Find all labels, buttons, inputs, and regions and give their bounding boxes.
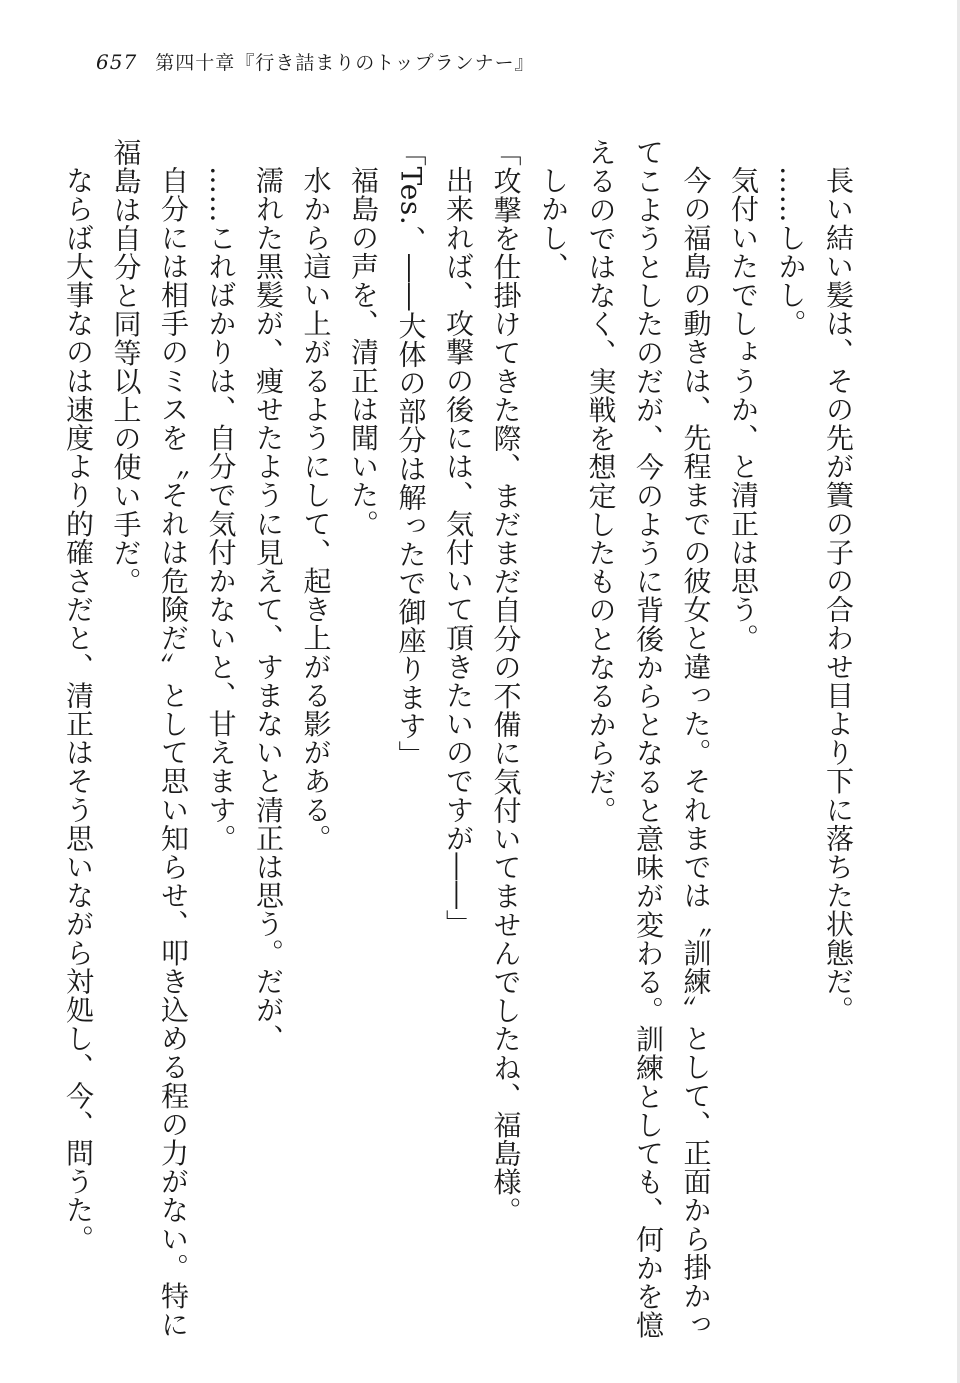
text-line: 福島の声を、清正は聞いた。 [347,166,380,538]
text-line: 福島は自分と同等以上の使い手だ。 [109,138,143,596]
text-line: 自分には相手のミスを〝それは危険だ〟として思い知らせ、叩き込める程の力がない。特に [157,166,190,1339]
text-line: ……しかし。 [774,166,808,338]
page-number: 657 [96,50,138,74]
text-line: 「攻撃を仕掛けてきた際、まだまだ自分の不備に気付いてませんでしたね、福島様。 [489,138,523,1225]
text-line: 出来れば、攻撃の後には、気付いて頂きたいのですが――」 [442,166,475,939]
chapter-title: 第四十章『行き詰まりのトップランナー』 [155,52,535,74]
running-header [96,48,535,78]
text-line: えるのではなく、実戦を想定したものとなるからだ。 [584,138,618,825]
text-line: 気付いたでしょうか、と清正は思う。 [727,166,760,653]
text-line: 濡れた黒髪が、痩せたように見えて、すまないと清正は思う。だが、 [252,166,285,1053]
text-line: てこようとしたのだが、今のように背後からとなると意味が変わる。訓練としても、何かを憶 [632,138,665,1340]
text-line: 今の福島の動きは、先程までの彼女と違った。それまでは〝訓練〟として、正面から掛かっ [679,166,713,1339]
text-line: 水から這い上がるようにして、起き上がる影がある。 [299,166,333,853]
text-line: 「Tes.、――大体の部分は解ったで御座ります」 [394,138,428,769]
vertical-body-text [62,138,862,1340]
text-line: ……こればかりは、自分で気付かないと、甘えます。 [204,166,238,853]
text-line: ならば大事なのは速度より的確さだと、清正はそう思いながら対処し、今、問うた。 [62,166,95,1253]
text-line: しかし、 [537,166,570,281]
text-line: 長い結い髪は、その先が簀の子の合わせ目より下に落ちた状態だ。 [822,166,855,1024]
